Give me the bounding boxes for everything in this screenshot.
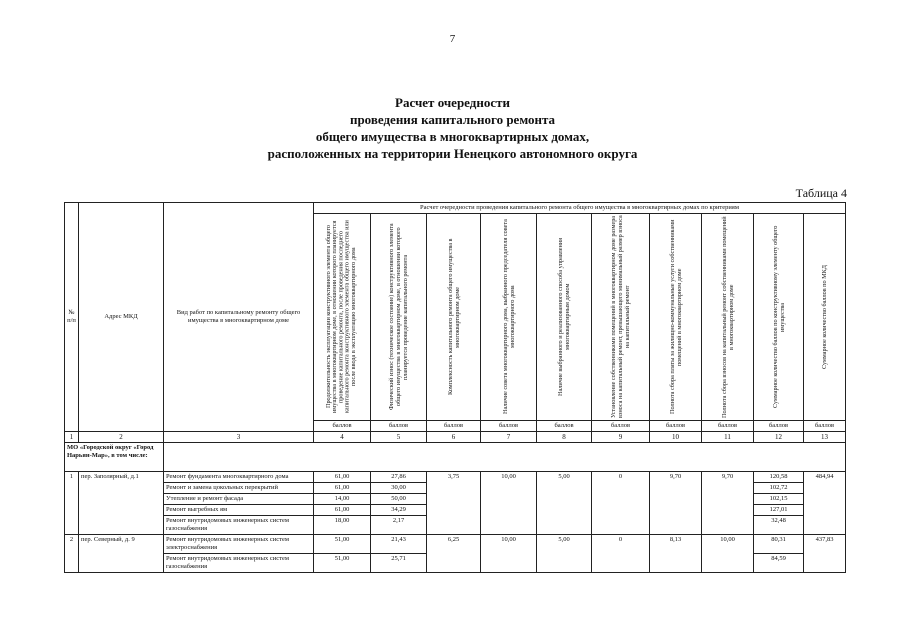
criterion-value: 0	[592, 535, 650, 573]
title-line: Расчет очередности	[395, 95, 510, 110]
unit-cell: баллов	[371, 421, 427, 432]
index-cell: 7	[481, 432, 537, 443]
index-cell: 8	[537, 432, 592, 443]
index-cell: 2	[79, 432, 164, 443]
empty-cell	[164, 443, 846, 472]
col-work-header: Вид работ по капитальному ремонту общего имущества в многоквартирном доме	[164, 203, 314, 432]
element-total: 84,59	[754, 554, 804, 573]
unit-cell: баллов	[702, 421, 754, 432]
criterion-value: 30,00	[371, 483, 427, 494]
unit-cell: баллов	[537, 421, 592, 432]
house-total: 437,83	[804, 535, 846, 573]
work-name: Ремонт внутридомовых инженерных систем электроснабжения	[164, 535, 314, 554]
criterion-value: 9,70	[702, 472, 754, 535]
index-cell: 5	[371, 432, 427, 443]
group-header: Расчет очередности проведения капитального ремонта общего имущества в многоквартирных домах по критериям	[314, 203, 846, 214]
criterion-value: 51,00	[314, 535, 371, 554]
index-cell: 6	[427, 432, 481, 443]
criterion-value: 50,00	[371, 494, 427, 505]
municipality-name: МО «Городской округ «Город Нарьян-Мар», в том числе:	[65, 443, 164, 472]
criterion-header: Полнота сбора взносов на капитальный ремонт собственниками помещений в многоквартирном доме	[702, 214, 754, 421]
index-cell: 11	[702, 432, 754, 443]
col-address-header: Адрес МКД	[79, 203, 164, 432]
column-index-row	[65, 432, 846, 443]
criterion-value: 61,00	[314, 483, 371, 494]
title-line: расположенных на территории Ненецкого автономного округа	[267, 146, 638, 161]
criterion-value: 5,00	[537, 472, 592, 535]
element-total: 127,01	[754, 505, 804, 516]
criterion-header: Комплексность капитального ремонта общего имущества в многоквартирном доме	[427, 214, 481, 421]
col-num-header: № п/п	[65, 203, 79, 432]
criterion-value: 10,00	[481, 535, 537, 573]
house-total: 484,94	[804, 472, 846, 535]
element-total: 32,48	[754, 516, 804, 535]
index-cell: 12	[754, 432, 804, 443]
unit-cell: баллов	[427, 421, 481, 432]
criterion-header: Продолжительность эксплуатации конструктивного элемента общего имущества в многоквартирном доме, в отношении которого планируется проведение капитального ремонта, после проведения последнего капитального ремонта конструктивного элемента общего имущества или после ввода в эксплуатацию многоквартирного дома	[314, 214, 371, 421]
title-line: проведения капитального ремонта	[349, 112, 556, 127]
index-cell: 3	[164, 432, 314, 443]
criterion-value: 27,86	[371, 472, 427, 483]
criterion-header: Физический износ (техническое состояние) конструктивного элемента общего имущества в многоквартирном доме, в отношении которого планируется проведение капитального ремонта	[371, 214, 427, 421]
index-cell: 10	[650, 432, 702, 443]
element-total: 102,15	[754, 494, 804, 505]
criterion-value: 3,75	[427, 472, 481, 535]
criterion-header: Наличие совета многоквартирного дома, выбранного председателя совета многоквартирного дома	[481, 214, 537, 421]
table-row	[65, 472, 846, 483]
criterion-value: 2,17	[371, 516, 427, 535]
element-total: 80,31	[754, 535, 804, 554]
unit-cell: баллов	[481, 421, 537, 432]
criterion-header: Наличие выбранного и реализованного способа управления многоквартирным домом	[537, 214, 592, 421]
element-total: 102,72	[754, 483, 804, 494]
work-name: Ремонт фундамента многоквартирного дома	[164, 472, 314, 483]
criterion-header: Установление собственниками помещений в многоквартирном доме размера взноса на капитальный ремонт, превышающего минимальный размер взноса на капитальный ремонт	[592, 214, 650, 421]
unit-cell: баллов	[804, 421, 846, 432]
criterion-value: 0	[592, 472, 650, 535]
criterion-header: Полнота сбора платы за жилищно-коммунальные услуги собственниками помещений в многоквартирном доме	[650, 214, 702, 421]
house-address: пер. Северный, д. 9	[79, 535, 164, 573]
criterion-value: 25,71	[371, 554, 427, 573]
house-num: 1	[65, 472, 79, 535]
criterion-value: 6,25	[427, 535, 481, 573]
unit-cell: баллов	[754, 421, 804, 432]
element-total: 120,58	[754, 472, 804, 483]
criterion-value: 5,00	[537, 535, 592, 573]
criterion-header: Суммарное количество баллов по МКД	[804, 214, 846, 421]
house-address: пер. Заполярный, д.1	[79, 472, 164, 535]
index-cell: 4	[314, 432, 371, 443]
index-cell: 13	[804, 432, 846, 443]
work-name: Ремонт внутридомовых инженерных систем газоснабжения	[164, 554, 314, 573]
table-label: Таблица 4	[795, 186, 847, 200]
criterion-value: 18,00	[314, 516, 371, 535]
document-title	[0, 94, 905, 162]
index-cell: 9	[592, 432, 650, 443]
criterion-value: 9,70	[650, 472, 702, 535]
criterion-value: 51,00	[314, 554, 371, 573]
criterion-value: 61,00	[314, 472, 371, 483]
unit-cell: баллов	[314, 421, 371, 432]
work-name: Ремонт внутридомовых инженерных систем газоснабжения	[164, 516, 314, 535]
criterion-header: Суммарное количество баллов по конструктивному элементу общего имущества	[754, 214, 804, 421]
criterion-value: 21,43	[371, 535, 427, 554]
priority-table	[64, 202, 846, 573]
index-cell: 1	[65, 432, 79, 443]
work-name: Ремонт выгребных ям	[164, 505, 314, 516]
unit-cell: баллов	[650, 421, 702, 432]
title-line: общего имущества в многоквартирных домах,	[315, 129, 590, 144]
criterion-value: 10,00	[481, 472, 537, 535]
page-number: 7	[449, 33, 456, 45]
criterion-value: 10,00	[702, 535, 754, 573]
work-name: Ремонт и замена цокольных перекрытий	[164, 483, 314, 494]
municipality-row	[65, 443, 846, 472]
criterion-value: 34,29	[371, 505, 427, 516]
work-name: Утепление и ремонт фасада	[164, 494, 314, 505]
header-row	[65, 203, 846, 214]
criterion-value: 61,00	[314, 505, 371, 516]
criterion-value: 14,00	[314, 494, 371, 505]
table-row	[65, 535, 846, 554]
unit-cell: баллов	[592, 421, 650, 432]
house-num: 2	[65, 535, 79, 573]
criterion-value: 8,13	[650, 535, 702, 573]
